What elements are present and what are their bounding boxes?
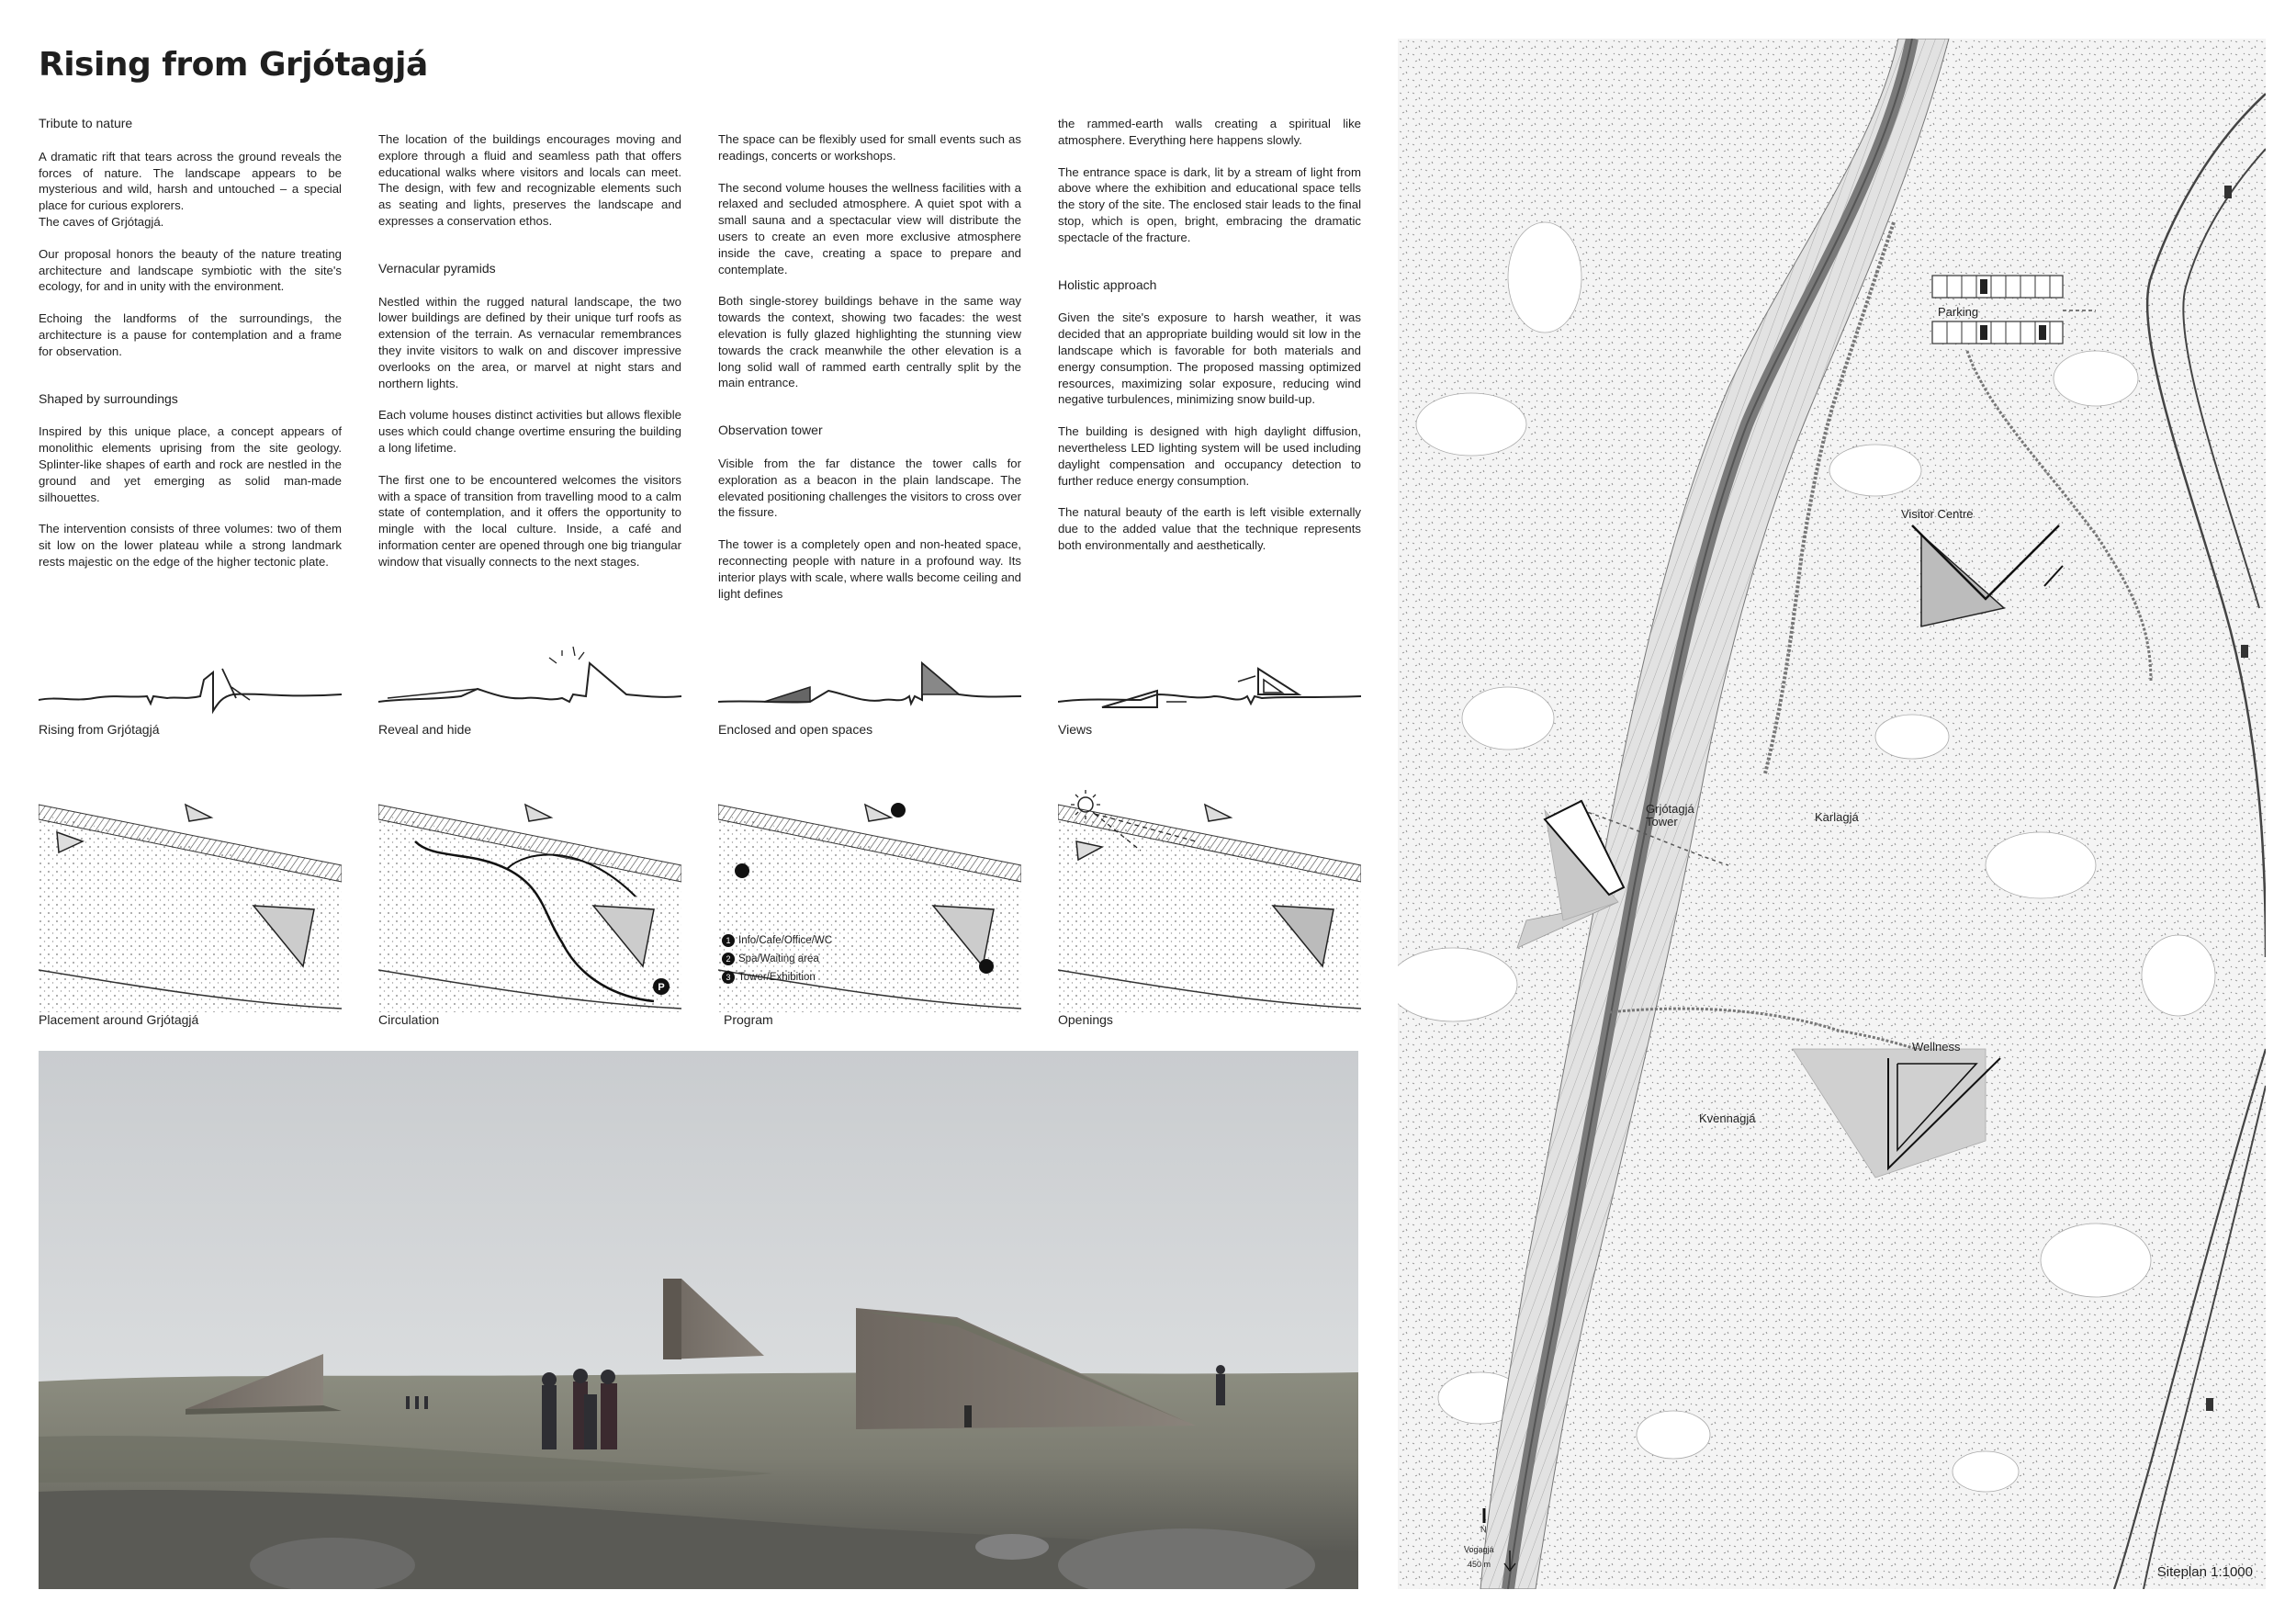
- plan-caption: Openings: [1058, 1012, 1113, 1027]
- paragraph: The first one to be encountered welcomes the visitors with a space of transition from travelling mood to a calm state of contemplation, and it offers the opportunity to mingle with the local culture. Inside, a café and information center are opened through one big triangular window that visually connects to the next stages.: [378, 472, 681, 569]
- paragraph: the rammed-earth walls creating a spiritual like atmosphere. Everything here happens slowly.: [1058, 117, 1361, 147]
- section-diagram-reveal: [378, 643, 681, 716]
- plan-diagram-program: [718, 786, 1021, 1012]
- paragraph: The intervention consists of three volumes: two of them sit low on the lower plateau while a strong landmark rests majestic on the edge of the higher tectonic plate.: [39, 522, 342, 569]
- section-caption: Enclosed and open spaces: [718, 722, 873, 737]
- legend-item: 2 Spa/Waiting area: [722, 950, 832, 968]
- section-diagram-enclosed: [718, 643, 1021, 716]
- paragraph: Nestled within the rugged natural landscape, the two lower buildings are defined by their unique turf roofs as extension of the terrain. As vernacular remembrances they invite visitors to walk on and discover impressive overlooks on the area, or marvel at night stars and northern lights.: [378, 294, 681, 390]
- paragraph: The second volume houses the wellness facilities with a relaxed and secluded atmosphere. A quiet spot with a small sauna and a spectacular view will distribute the users to create an even more exclusive atmosphere inside the cave, creating a space to prepare and contemplate.: [718, 180, 1021, 276]
- siteplan-map: [1398, 39, 2266, 1589]
- north-label: N: [1480, 1525, 1487, 1534]
- section-diagram-rising: [39, 643, 342, 716]
- map-label-tower: Grjótagjá Tower: [1646, 802, 1694, 829]
- plan-caption: Circulation: [378, 1012, 440, 1027]
- paragraph: Echoing the landforms of the surroundings, the architecture is a pause for contemplation and a frame for observation.: [39, 311, 342, 358]
- text-column-4: [1058, 116, 1361, 570]
- parking-marker: P: [658, 982, 665, 993]
- paragraph: The building is designed with high daylight diffusion, nevertheless LED lighting system will be used including daylight compensation and occupancy detection to further reduce energy consumption.: [1058, 424, 1361, 488]
- heading-holistic: Holistic approach: [1058, 276, 1157, 292]
- plan-caption: Program: [724, 1012, 773, 1027]
- section-caption: Reveal and hide: [378, 722, 472, 737]
- map-label-distance: 450 m: [1468, 1560, 1491, 1569]
- paragraph: Visible from the far distance the tower calls for exploration as a beacon in the plain landscape. The elevated positioning challenges the visitors to cross over the fissure.: [718, 456, 1021, 520]
- legend-item: 1 Info/Cafe/Office/WC: [722, 931, 832, 950]
- paragraph: The tower is a completely open and non-heated space, reconnecting people with nature in a profound way. Its interior plays with scale, where walls become ceiling and light defines: [718, 537, 1021, 601]
- paragraph: A dramatic rift that tears across the ground reveals the forces of nature. The landscape appears to be mysterious and wild, harsh and untouched – a special place for curious explorers.: [39, 149, 342, 213]
- paragraph: The entrance space is dark, lit by a stream of light from above where the exhibition and educational space tells the story of the site. The enclosed stair leads to the final stop, which is open, bright, embracing the dramatic spectacle of the fracture.: [1058, 164, 1361, 244]
- heading-shaped: Shaped by surroundings: [39, 390, 178, 406]
- page-title: Rising from Grjótagjá: [39, 46, 428, 84]
- heading-vernacular: Vernacular pyramids: [378, 260, 496, 276]
- map-label-parking: Parking: [1938, 305, 1979, 319]
- section-caption: Views: [1058, 722, 1093, 737]
- plan-diagram-placement: [39, 786, 342, 1012]
- heading-observation: Observation tower: [718, 423, 823, 438]
- text-column-3: [718, 131, 1021, 617]
- paragraph: The natural beauty of the earth is left visible externally due to the added value that the technique represents both environmentally and aesthetically.: [1058, 505, 1361, 552]
- text-column-2: [378, 131, 681, 586]
- legend-item: 3 Tower/Exhibition: [722, 968, 832, 987]
- paragraph: Our proposal honors the beauty of the nature treating architecture and landscape symbiotic with the site's ecology, for and in unity with the environment.: [39, 246, 342, 294]
- paragraph: The location of the buildings encourages moving and explore through a fluid and seamless path that offers educational walks where visitors and locals can meet. The design, with few and recognizable elements such as seating and lights, preserves the landscape and expresses a conservation ethos.: [378, 132, 681, 228]
- render-image: [39, 1051, 1358, 1589]
- paragraph: Given the site's exposure to harsh weather, it was decided that an appropriate building would sit low in the landscape which is favorable for both materials and energy consumption. The proposed massing optimized resources, maximizing solar exposure, reducing wind negative turbulences, minimizing snow build-up.: [1058, 310, 1361, 407]
- paragraph: Inspired by this unique place, a concept appears of monolithic elements uprising from the site geology. Splinter-like shapes of earth and rock are nestled in the ground and yet emerging as solid man-made silhouettes.: [39, 424, 342, 504]
- map-label-visitor-centre: Visitor Centre: [1901, 507, 1974, 521]
- plan-diagram-circulation: [378, 786, 681, 1012]
- program-legend: [722, 931, 832, 987]
- siteplan-scale: Siteplan 1:1000: [2156, 1564, 2253, 1580]
- map-label-karlagja: Karlagjá: [1815, 810, 1859, 824]
- plan-diagram-openings: [1058, 786, 1361, 1012]
- section-caption: Rising from Grjótagjá: [39, 722, 160, 737]
- map-label-kvennagja: Kvennagjá: [1699, 1111, 1756, 1125]
- paragraph: Both single-storey buildings behave in the same way towards the context, showing two facades: the west elevation is fully glazed highlighting the stunning view towards the crack meanwhile the other elevation is a long solid wall of rammed earth centrally split by the main entrance.: [718, 294, 1021, 390]
- paragraph: Each volume houses distinct activities but allows flexible uses which could change overtime ensuring the building a long lifetime.: [378, 408, 681, 455]
- map-label-wellness: Wellness: [1912, 1040, 1961, 1054]
- plan-caption: Placement around Grjótagjá: [39, 1012, 199, 1027]
- section-diagram-views: [1058, 643, 1361, 716]
- paragraph: The space can be flexibly used for small events such as readings, concerts or workshops.: [718, 132, 1021, 163]
- map-label-vogagja: Vogagjá: [1464, 1545, 1494, 1554]
- heading-tribute: Tribute to nature: [39, 116, 133, 130]
- paragraph: The caves of Grjótagjá.: [39, 214, 164, 229]
- text-column-1: [39, 116, 342, 586]
